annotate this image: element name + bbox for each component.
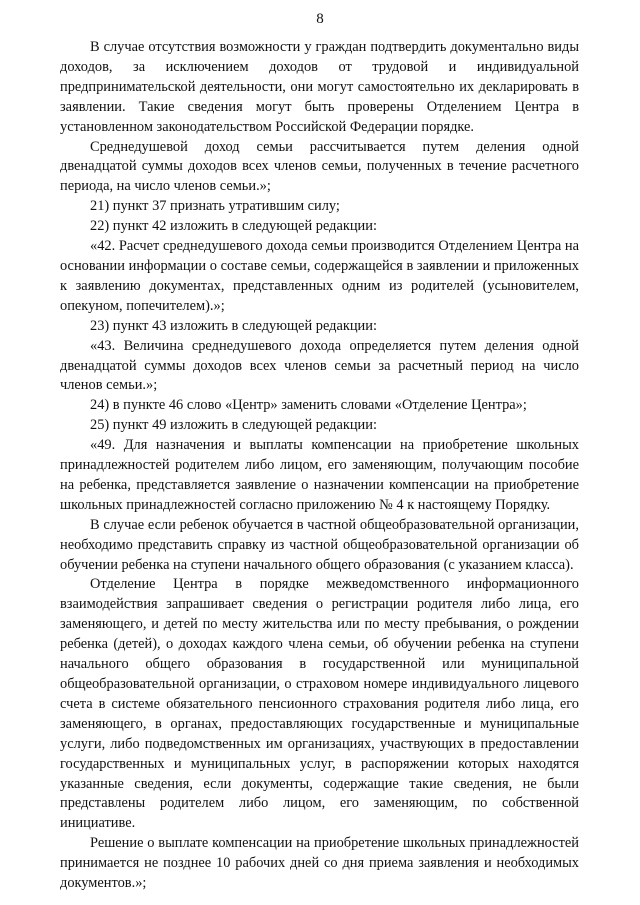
paragraph-clause-49: «49. Для назначения и выплаты компенсации на приобретение школьных принадлежностей родителем либо лицом, его заменяющим, получающим пособие на ребенка, представляется заявление о назначении компенсации на приобретение школьных принадлежностей согласно приложению № 4 к настоящему Порядку.	[60, 437, 579, 513]
paragraph-item-25: 25) пункт 49 изложить в следующей редакции:	[90, 417, 377, 434]
paragraph-clause-43: «43. Величина среднедушевого дохода определяется путем деления одной двенадцатой суммы доходов всех членов семьи за расчетный период на число членов семьи.»;	[60, 337, 579, 394]
paragraph-item-24: 24) в пункте 46 слово «Центр» заменить словами «Отделение Центра»;	[90, 397, 527, 414]
paragraph-declared-income: В случае отсутствия возможности у граждан подтвердить документально виды доходов, за исключением доходов от трудовой и индивидуальной предпринимательской деятельности, они могут самостоятельно их декларировать в заявлении. Такие сведения могут быть проверены Отделением Центра в установленном законодательством Российской Федерации порядке.	[60, 39, 579, 135]
page-number: 8	[316, 11, 324, 27]
document-body	[60, 38, 579, 894]
paragraph-private-school: В случае если ребенок обучается в частной общеобразовательной организации, необходимо представить справку из частной общеобразовательной организации об обучении ребенка на ступени начального общего образования (с указанием класса).	[60, 516, 579, 573]
paragraph-interagency-request: Отделение Центра в порядке межведомственного информационного взаимодействия запрашивает сведения о регистрации родителя либо лица, его заменяющего, и детей по месту жительства или по месту пребывания, о рождении ребенка (детей), о доходах каждого члена семьи, об обучении ребенка на ступени начального общего образования в государственной или муниципальной общеобразовательной организации, о страховом номере индивидуального лицевого счета в системе обязательного пенсионного страхования родителя либо лица, его заменяющего, в органах, предоставляющих государственные и муниципальные услуги, либо подведомственных им организациях, участвующих в предоставлении государственных и муниципальных услуг, в распоряжении которых находятся указанные сведения, если документы, содержащие такие сведения, не были представлены родителем либо лицом, его заменяющим, по собственной инициативе.	[60, 576, 579, 832]
paragraph-item-23: 23) пункт 43 изложить в следующей редакции:	[90, 317, 377, 334]
paragraph-decision-deadline: Решение о выплате компенсации на приобретение школьных принадлежностей принимается не позднее 10 рабочих дней со дня приема заявления и необходимых документов.»;	[60, 835, 579, 892]
paragraph-clause-42: «42. Расчет среднедушевого дохода семьи производится Отделением Центра на основании информации о составе семьи, содержащейся в заявлении и приложенных к заявлению документах, представленных одним из родителей (усыновителем, опекуном, попечителем).»;	[60, 238, 579, 314]
paragraph-average-income-calc: Среднедушевой доход семьи рассчитывается путем деления одной двенадцатой суммы доходов всех членов семьи, полученных в течение расчетного периода, на число членов семьи.»;	[60, 138, 579, 195]
paragraph-item-21: 21) пункт 37 признать утратившим силу;	[90, 198, 340, 215]
paragraph-item-22: 22) пункт 42 изложить в следующей редакции:	[90, 218, 377, 235]
